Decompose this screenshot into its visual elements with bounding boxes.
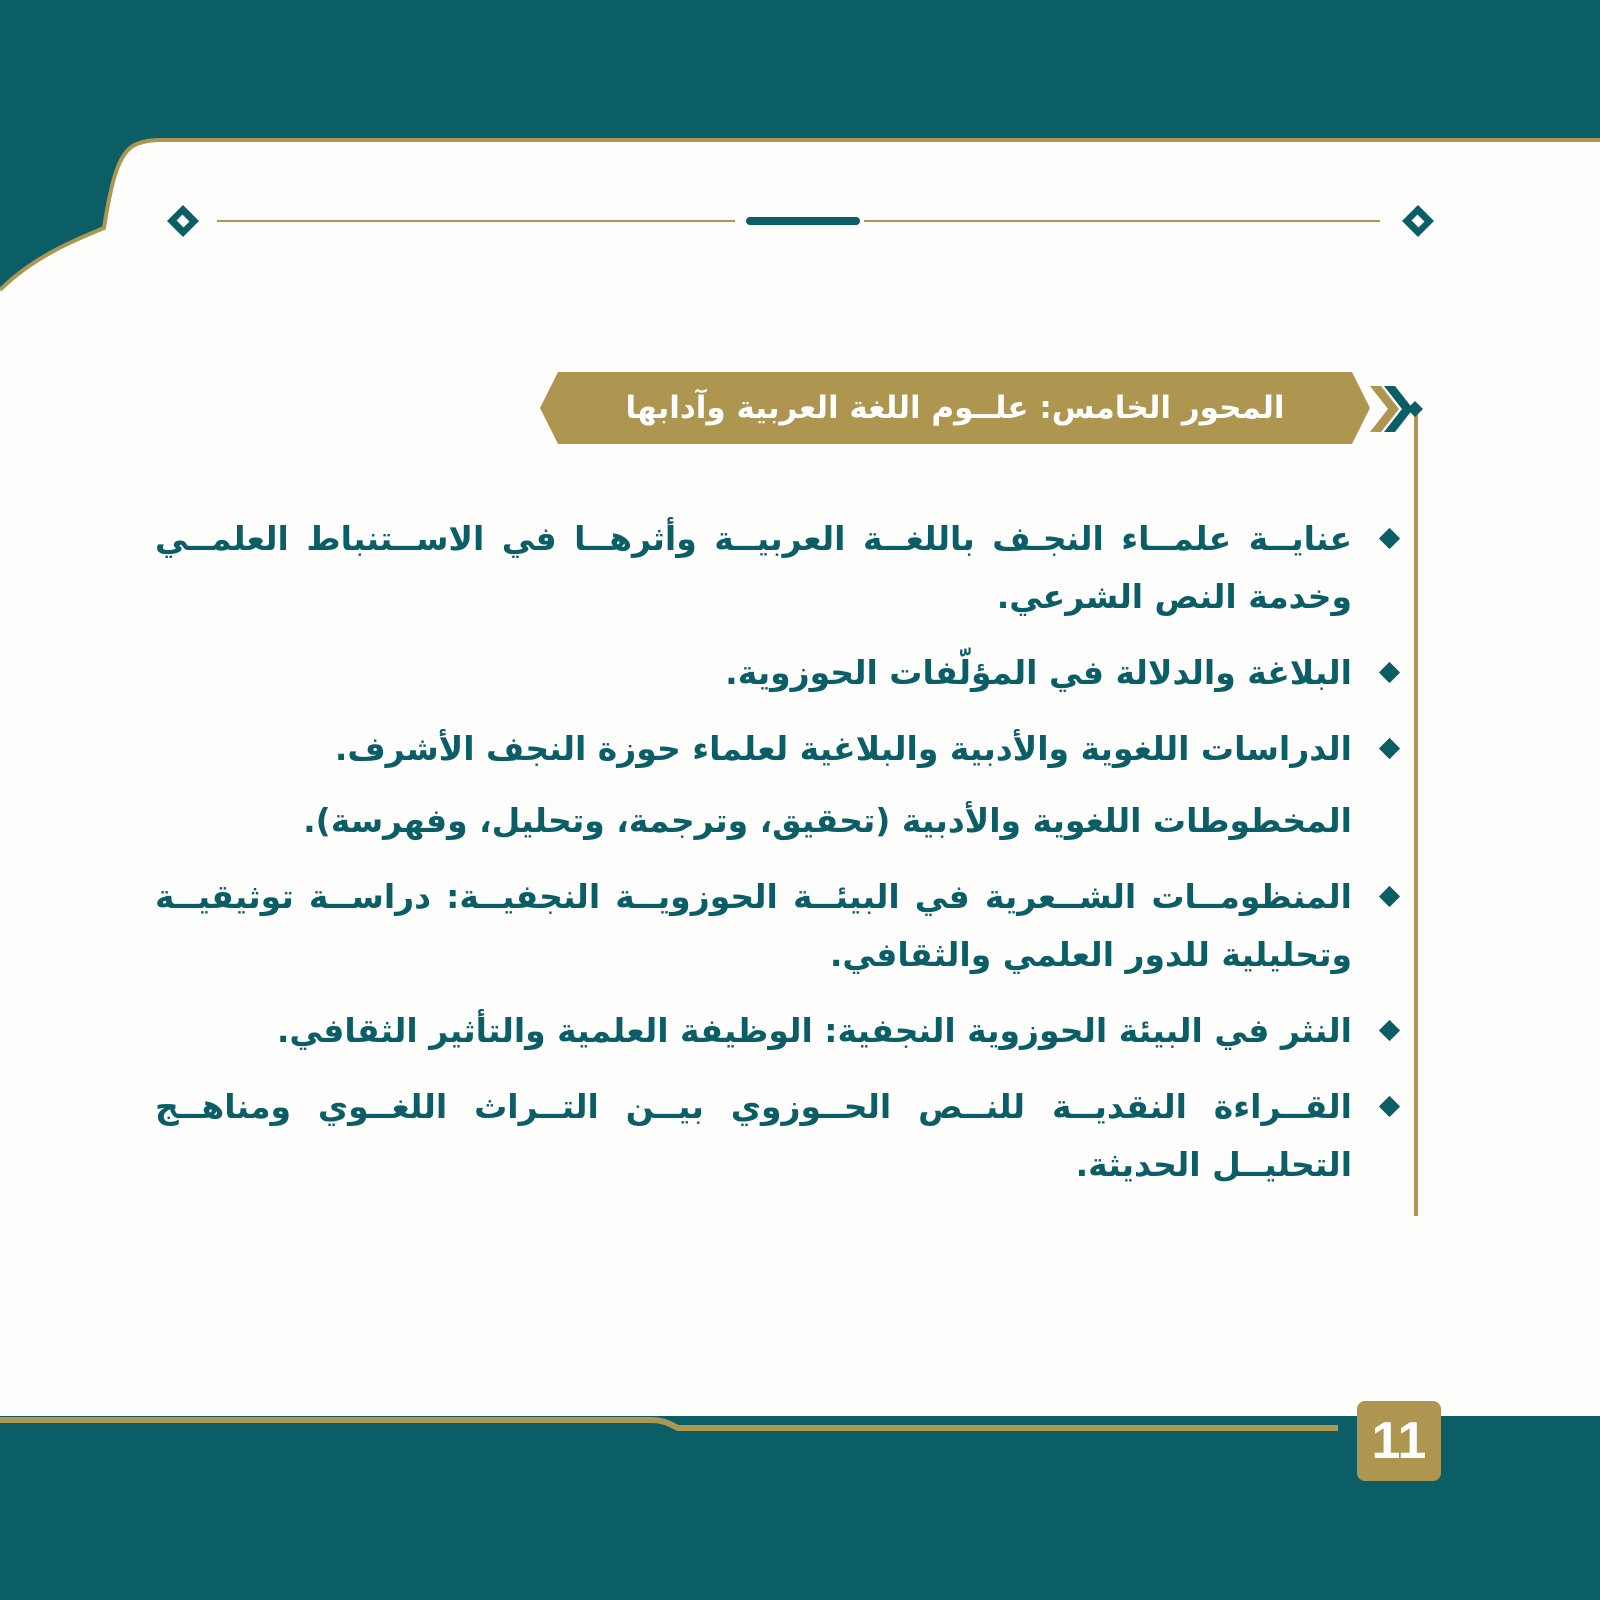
bullet-text: المنظومــات الشــعرية في البيئــة الحوزويــة النجفيــة: دراســة توثيقيــة وتحليلية للدور العلمي والثقافي. [155, 877, 1352, 974]
bullet-item [155, 510, 1397, 626]
bullet-text: النثر في البيئة الحوزوية النجفية: الوظيفة العلمية والتأثير الثقافي. [276, 1011, 1352, 1050]
double-chevron-icon [1370, 384, 1432, 434]
diamond-bullet-icon [1379, 738, 1400, 759]
diamond-bullet-icon [1379, 886, 1400, 907]
bullet-item [155, 868, 1397, 984]
bullet-text: البلاغة والدلالة في المؤلّفات الحوزوية. [725, 653, 1352, 692]
timeline-line [1414, 408, 1418, 1216]
diamond-bullet-icon [1379, 662, 1400, 683]
header-ornament [0, 0, 1600, 280]
bullet-list [155, 510, 1397, 1212]
diamond-bullet-icon [1379, 528, 1400, 549]
diamond-bullet-icon [1379, 1096, 1400, 1117]
section-title-banner [540, 372, 1370, 444]
diamond-bullet-icon [1379, 1020, 1400, 1041]
page-number: 11 [1357, 1401, 1441, 1481]
bullet-text: عنايــة علمــاء النجـف باللغــة العربيــة وأثرهــا في الاســتنباط العلمــي وخدمة النص الشرعي. [155, 519, 1352, 616]
bullet-item [155, 792, 1397, 850]
bullet-text: القــراءة النقديــة للنــص الحــوزوي بيــن التــراث اللغــوي ومناهــج التحليــل الحديثة. [155, 1087, 1352, 1184]
bullet-item [155, 644, 1397, 702]
ornament-knot-icon [167, 205, 199, 237]
section-title: المحور الخامس: علــوم اللغة العربية وآدابها [625, 390, 1285, 426]
bullet-item [155, 720, 1397, 778]
bullet-text: المخطوطات اللغوية والأدبية (تحقيق، وترجمة، وتحليل، وفهرسة). [303, 801, 1352, 840]
ornament-knot-icon [1402, 205, 1434, 237]
bullet-item [155, 1002, 1397, 1060]
bullet-text: الدراسات اللغوية والأدبية والبلاغية لعلماء حوزة النجف الأشرف. [334, 729, 1352, 768]
bullet-item [155, 1078, 1397, 1194]
